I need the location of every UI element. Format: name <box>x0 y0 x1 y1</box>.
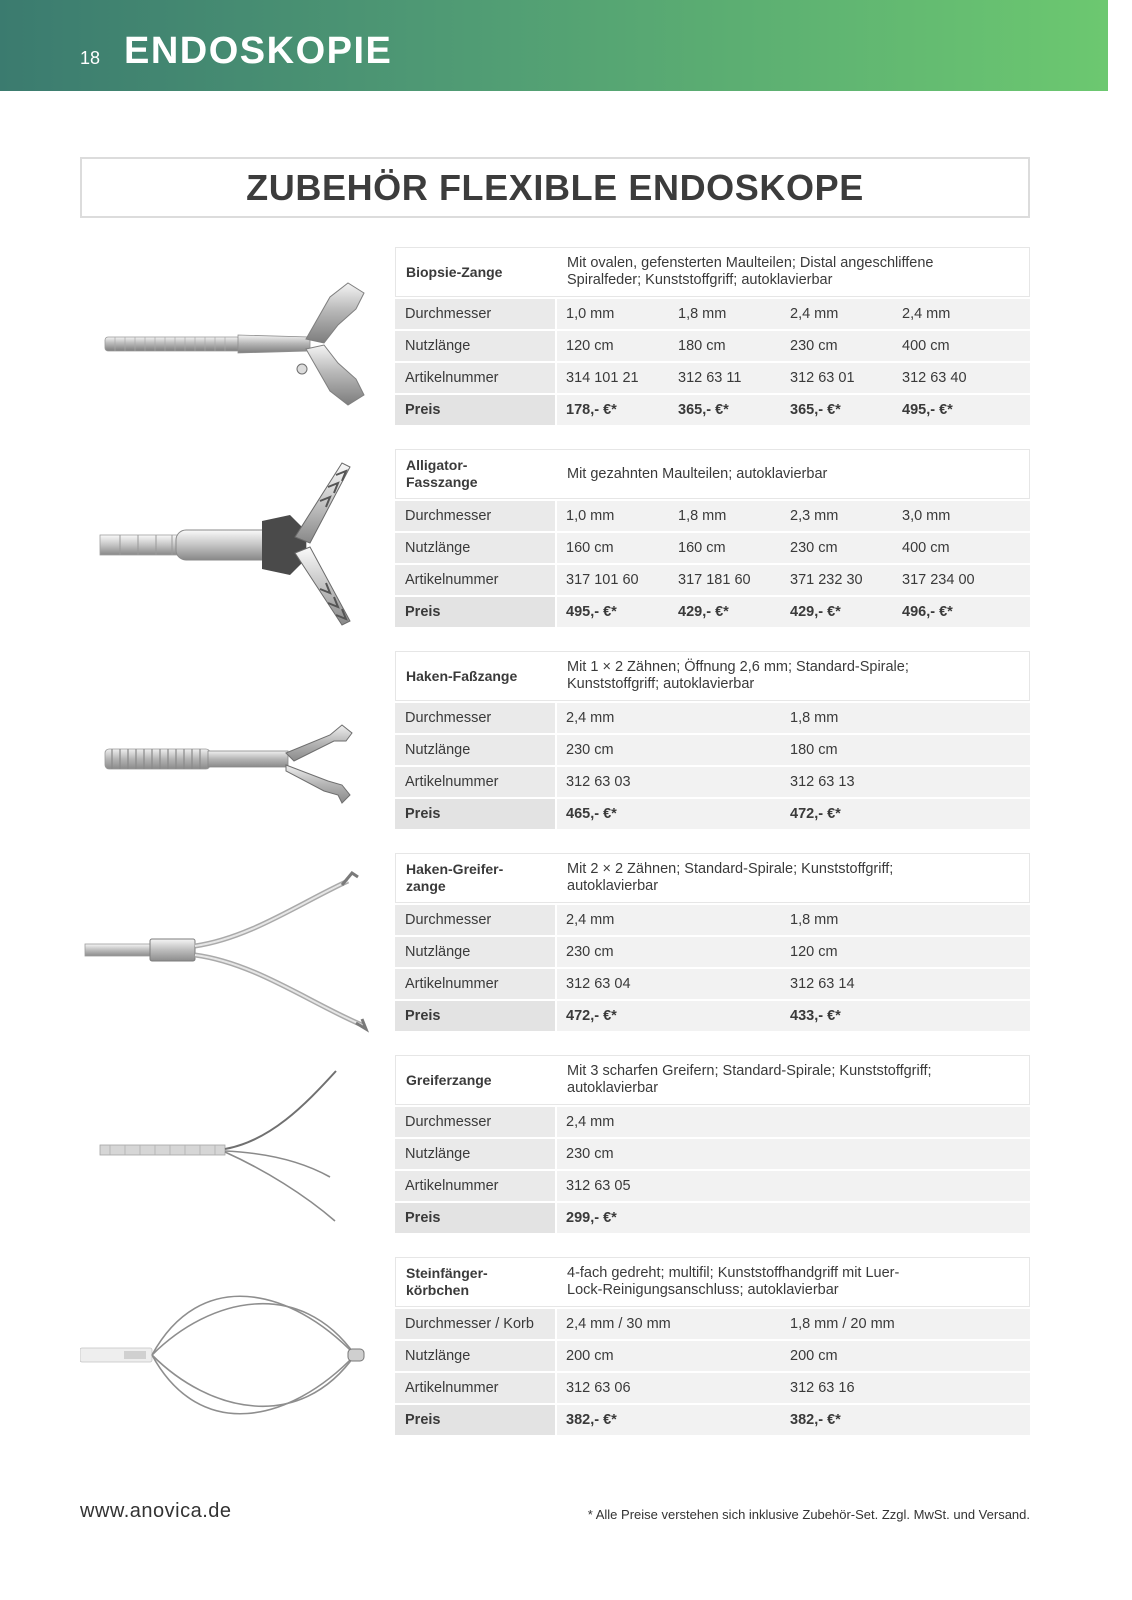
table-row <box>395 905 1030 935</box>
row-values <box>557 331 1030 361</box>
row-values <box>557 735 1030 765</box>
row-label: Preis <box>395 1001 555 1031</box>
row-label: Preis <box>395 395 555 425</box>
cell-value: 2,4 mm <box>566 912 615 928</box>
cell-value: 200 cm <box>566 1348 614 1364</box>
table-row <box>395 1309 1030 1339</box>
row-label: Preis <box>395 1405 555 1435</box>
row-values <box>557 703 1030 733</box>
row-values <box>557 1107 1030 1137</box>
row-values <box>557 1373 1030 1403</box>
cell-value: 312 63 04 <box>566 976 631 992</box>
product-table-haken-fasszange <box>395 651 1030 829</box>
product-table-biopsie-zange <box>395 247 1030 425</box>
hook-forceps-icon <box>80 641 380 841</box>
three-prong-grasper-icon <box>80 1045 380 1245</box>
row-label: Nutzlänge <box>395 533 555 563</box>
page-number: 18 <box>80 48 101 68</box>
row-label: Artikelnummer <box>395 1373 555 1403</box>
table-row <box>395 597 1030 627</box>
row-values <box>557 905 1030 935</box>
cell-value: 472,- €* <box>790 806 841 822</box>
alligator-forceps-icon <box>80 439 380 639</box>
cell-value: 200 cm <box>790 1348 838 1364</box>
cell-value: 2,4 mm <box>566 1114 615 1130</box>
product-table-steinfaenger-koerbchen <box>395 1257 1030 1435</box>
row-label: Durchmesser <box>395 905 555 935</box>
cell-value: 400 cm <box>902 540 950 556</box>
table-row <box>395 565 1030 595</box>
cell-value: 314 101 21 <box>566 370 639 386</box>
cell-value: 365,- €* <box>678 402 729 418</box>
cell-value: 312 63 03 <box>566 774 631 790</box>
row-values <box>557 395 1030 425</box>
section-title: ENDOSKOPIE <box>124 30 393 72</box>
cell-value: 230 cm <box>790 338 838 354</box>
product-header-row <box>395 853 1030 903</box>
product-description: Mit 2 × 2 Zähnen; Standard-Spirale; Kunststoffgriff; autoklavierbar <box>567 861 894 894</box>
row-label: Durchmesser <box>395 501 555 531</box>
cell-value: 1,0 mm <box>566 508 615 524</box>
cell-value: 1,8 mm <box>790 710 839 726</box>
table-row <box>395 1107 1030 1137</box>
product-description: Mit ovalen, gefensterten Maulteilen; Distal angeschliffene Spiralfeder; Kunststoffgriff; autoklavierbar <box>567 255 934 288</box>
cell-value: 495,- €* <box>566 604 617 620</box>
footer-website-link[interactable]: www.anovica.de <box>80 1500 232 1522</box>
cell-value: 382,- €* <box>566 1412 617 1428</box>
table-row <box>395 533 1030 563</box>
table-row <box>395 767 1030 797</box>
cell-value: 312 63 05 <box>566 1178 631 1194</box>
cell-value: 1,8 mm <box>678 508 727 524</box>
product-header-row <box>395 651 1030 701</box>
row-values <box>557 1203 1030 1233</box>
cell-value: 312 63 06 <box>566 1380 631 1396</box>
cell-value: 1,8 mm / 20 mm <box>790 1316 895 1332</box>
product-table-haken-greiferzange <box>395 853 1030 1031</box>
table-row <box>395 395 1030 425</box>
table-row <box>395 969 1030 999</box>
cell-value: 495,- €* <box>902 402 953 418</box>
cell-value: 472,- €* <box>566 1008 617 1024</box>
row-label: Preis <box>395 799 555 829</box>
cell-value: 180 cm <box>790 742 838 758</box>
product-name: Alligator- Fasszange <box>406 457 478 490</box>
row-values <box>557 533 1030 563</box>
cell-value: 465,- €* <box>566 806 617 822</box>
product-description: 4-fach gedreht; multifil; Kunststoffhandgriff mit Luer- Lock-Reinigungsanschluss; autoklavierbar <box>567 1265 900 1298</box>
table-row <box>395 299 1030 329</box>
row-label: Durchmesser <box>395 703 555 733</box>
row-label: Artikelnummer <box>395 565 555 595</box>
cell-value: 299,- €* <box>566 1210 617 1226</box>
row-values <box>557 565 1030 595</box>
product-header-row <box>395 247 1030 297</box>
table-row <box>395 1341 1030 1371</box>
row-values <box>557 1001 1030 1031</box>
table-row <box>395 1001 1030 1031</box>
cell-value: 371 232 30 <box>790 572 863 588</box>
row-values <box>557 799 1030 829</box>
biopsy-forceps-icon <box>80 237 380 437</box>
cell-value: 2,3 mm <box>790 508 839 524</box>
row-values <box>557 969 1030 999</box>
row-label: Durchmesser <box>395 299 555 329</box>
cell-value: 230 cm <box>790 540 838 556</box>
product-header-row <box>395 449 1030 499</box>
table-row <box>395 937 1030 967</box>
cell-value: 365,- €* <box>790 402 841 418</box>
product-name: Greiferzange <box>406 1071 492 1088</box>
product-header-row <box>395 1257 1030 1307</box>
cell-value: 1,0 mm <box>566 306 615 322</box>
row-label: Nutzlänge <box>395 1341 555 1371</box>
product-name: Steinfänger- körbchen <box>406 1265 488 1298</box>
cell-value: 317 101 60 <box>566 572 639 588</box>
cell-value: 1,8 mm <box>790 912 839 928</box>
row-label: Artikelnummer <box>395 1171 555 1201</box>
product-header-row <box>395 1055 1030 1105</box>
table-row <box>395 501 1030 531</box>
table-row <box>395 1171 1030 1201</box>
table-row <box>395 331 1030 361</box>
table-row <box>395 1405 1030 1435</box>
row-label: Artikelnummer <box>395 767 555 797</box>
table-row <box>395 1373 1030 1403</box>
cell-value: 312 63 40 <box>902 370 967 386</box>
cell-value: 496,- €* <box>902 604 953 620</box>
cell-value: 120 cm <box>566 338 614 354</box>
row-label: Nutzlänge <box>395 735 555 765</box>
cell-value: 230 cm <box>566 742 614 758</box>
cell-value: 429,- €* <box>790 604 841 620</box>
product-description: Mit gezahnten Maulteilen; autoklavierbar <box>567 465 828 482</box>
row-values <box>557 1139 1030 1169</box>
cell-value: 312 63 14 <box>790 976 855 992</box>
row-label: Artikelnummer <box>395 363 555 393</box>
table-row <box>395 703 1030 733</box>
cell-value: 433,- €* <box>790 1008 841 1024</box>
product-description: Mit 3 scharfen Greifern; Standard-Spirale; Kunststoffgriff; autoklavierbar <box>567 1063 932 1096</box>
cell-value: 312 63 11 <box>678 370 742 386</box>
cell-value: 429,- €* <box>678 604 729 620</box>
cell-value: 312 63 13 <box>790 774 855 790</box>
row-values <box>557 363 1030 393</box>
product-description: Mit 1 × 2 Zähnen; Öffnung 2,6 mm; Standard-Spirale; Kunststoffgriff; autoklavierbar <box>567 659 909 692</box>
row-label: Durchmesser / Korb <box>395 1309 555 1339</box>
cell-value: 160 cm <box>678 540 726 556</box>
cell-value: 400 cm <box>902 338 950 354</box>
cell-value: 317 234 00 <box>902 572 975 588</box>
row-values <box>557 937 1030 967</box>
row-label: Nutzlänge <box>395 1139 555 1169</box>
row-label: Preis <box>395 1203 555 1233</box>
cell-value: 2,4 mm <box>790 306 839 322</box>
cell-value: 178,- €* <box>566 402 617 418</box>
row-values <box>557 1171 1030 1201</box>
row-values <box>557 1405 1030 1435</box>
table-row <box>395 1139 1030 1169</box>
product-table-alligator-fasszange <box>395 449 1030 627</box>
row-label: Artikelnummer <box>395 969 555 999</box>
cell-value: 230 cm <box>566 944 614 960</box>
cell-value: 312 63 16 <box>790 1380 855 1396</box>
row-values <box>557 299 1030 329</box>
product-table-greiferzange <box>395 1055 1030 1233</box>
table-row <box>395 1203 1030 1233</box>
hook-grasper-icon <box>80 843 380 1043</box>
row-label: Durchmesser <box>395 1107 555 1137</box>
row-label: Nutzlänge <box>395 937 555 967</box>
cell-value: 180 cm <box>678 338 726 354</box>
cell-value: 382,- €* <box>790 1412 841 1428</box>
cell-value: 2,4 mm / 30 mm <box>566 1316 671 1332</box>
stone-basket-icon <box>80 1247 380 1447</box>
cell-value: 312 63 01 <box>790 370 855 386</box>
cell-value: 160 cm <box>566 540 614 556</box>
product-name: Haken-Greifer- zange <box>406 861 504 894</box>
cell-value: 230 cm <box>566 1146 614 1162</box>
row-label: Preis <box>395 597 555 627</box>
cell-value: 120 cm <box>790 944 838 960</box>
table-row <box>395 735 1030 765</box>
row-values <box>557 1341 1030 1371</box>
product-name: Biopsie-Zange <box>406 263 503 280</box>
row-values <box>557 597 1030 627</box>
cell-value: 2,4 mm <box>902 306 951 322</box>
table-row <box>395 363 1030 393</box>
page-title: ZUBEHÖR FLEXIBLE ENDOSKOPE <box>246 166 864 208</box>
footer-price-note: * Alle Preise verstehen sich inklusive Zubehör-Set. Zzgl. MwSt. und Versand. <box>587 1507 1030 1522</box>
cell-value: 3,0 mm <box>902 508 951 524</box>
cell-value: 1,8 mm <box>678 306 727 322</box>
row-values <box>557 1309 1030 1339</box>
row-values <box>557 501 1030 531</box>
row-label: Nutzlänge <box>395 331 555 361</box>
table-row <box>395 799 1030 829</box>
title-box <box>80 157 1030 218</box>
cell-value: 317 181 60 <box>678 572 751 588</box>
cell-value: 2,4 mm <box>566 710 615 726</box>
row-values <box>557 767 1030 797</box>
product-name: Haken-Faßzange <box>406 667 518 684</box>
